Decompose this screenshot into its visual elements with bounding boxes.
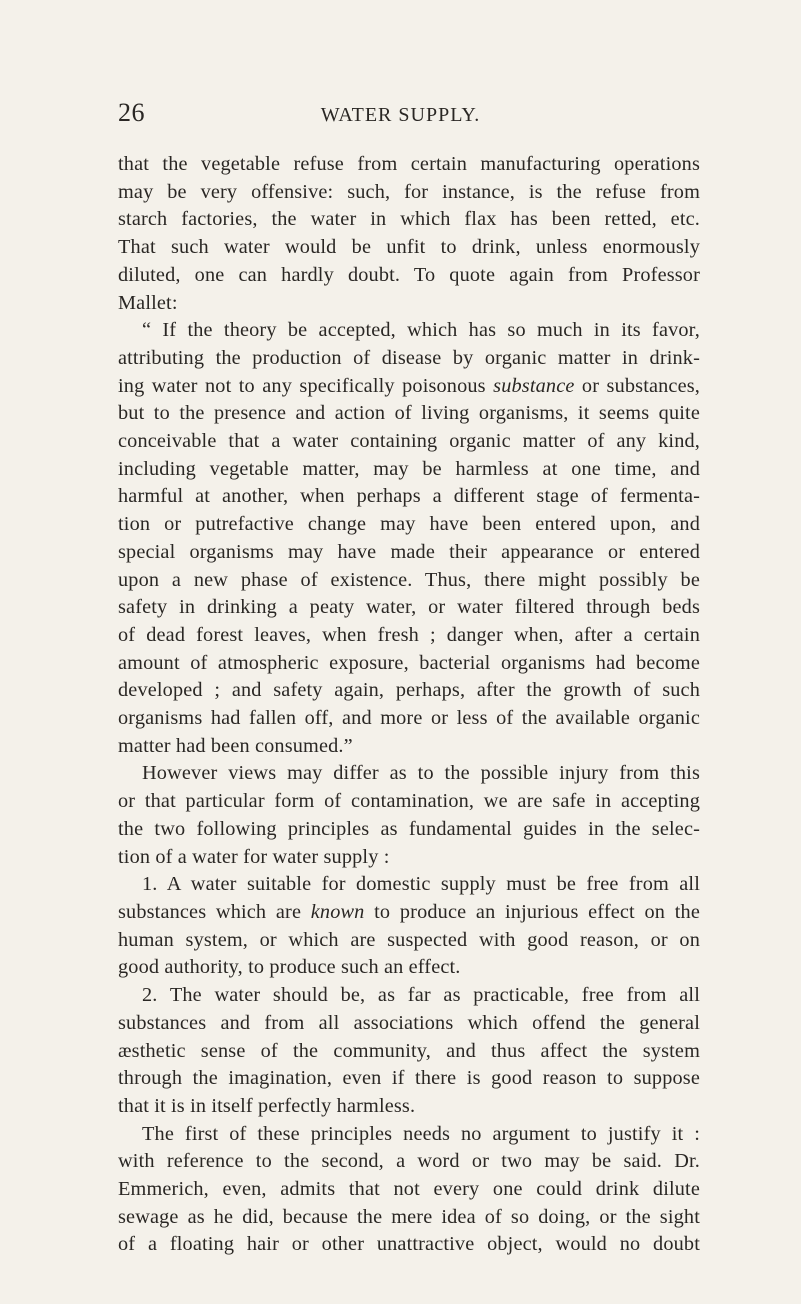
text-line: conceivable that a water containing organic matter of any kind, xyxy=(118,430,700,453)
text-line: good authority, to produce such an effect. xyxy=(118,956,461,979)
page-number: 26 xyxy=(118,98,145,127)
text-line: harmful at another, when perhaps a different stage of fermenta- xyxy=(118,485,700,508)
text-line: including vegetable matter, may be harmless at one time, and xyxy=(118,457,700,480)
text-line: 2. The water should be, as far as practicable, free from all xyxy=(142,984,700,1007)
text-line: 1. A water suitable for domestic supply must be free from all xyxy=(142,873,700,896)
text-line: “ If the theory be accepted, which has so much in its favor, xyxy=(142,319,700,342)
text-line: However views may differ as to the possible injury from this xyxy=(142,762,700,785)
text-line: through the imagination, even if there is good reason to suppose xyxy=(118,1067,700,1090)
text-line: of dead forest leaves, when fresh ; danger when, after a certain xyxy=(118,623,700,646)
text-line: diluted, one can hardly doubt. To quote again from Professor xyxy=(118,263,700,286)
text-line: Emmerich, even, admits that not every one could drink dilute xyxy=(118,1178,700,1201)
text-line: may be very offensive: such, for instance, is the refuse from xyxy=(118,180,700,203)
text-line: developed ; and safety again, perhaps, after the growth of such xyxy=(118,679,700,702)
text-line: matter had been consumed.” xyxy=(118,734,353,757)
text-line: that the vegetable refuse from certain manufacturing operations xyxy=(118,153,700,175)
text-line: that it is in itself perfectly harmless. xyxy=(118,1094,416,1117)
text-line: æsthetic sense of the community, and thus affect the system xyxy=(118,1039,700,1062)
text-line: of a floating hair or other unattractive object, would no doubt xyxy=(118,1233,700,1256)
text-line: sewage as he did, because the mere idea of so doing, or the sight xyxy=(118,1205,700,1228)
text-line: special organisms may have made their appearance or entered xyxy=(118,540,700,563)
text-line: or that particular form of contamination, we are safe in accepting xyxy=(118,790,700,813)
text-line: attributing the production of disease by organic matter in drink- xyxy=(118,346,700,369)
text-line: Mallet: xyxy=(118,291,178,314)
text-line: upon a new phase of existence. Thus, there might possibly be xyxy=(118,568,700,591)
text-line xyxy=(118,373,700,401)
text-line xyxy=(118,899,700,927)
text-line: the two following principles as fundamental guides in the selec- xyxy=(118,817,700,840)
text-line: but to the presence and action of living organisms, it seems quite xyxy=(118,402,700,425)
text-line: That such water would be unfit to drink, unless enormously xyxy=(118,236,700,259)
italic-word: known xyxy=(310,900,365,923)
text-line: safety in drinking a peaty water, or water filtered through beds xyxy=(118,596,700,619)
text-run: to produce an injurious effect on the xyxy=(364,900,700,923)
text-line: organisms had fallen off, and more or less of the available organic xyxy=(118,707,700,730)
text-run: ing water not to any specifically poisonous xyxy=(118,374,494,397)
text-line: tion or putrefactive change may have been entered upon, and xyxy=(118,513,700,536)
body-text xyxy=(118,151,700,1259)
text-line: The first of these principles needs no argument to justify it : xyxy=(142,1122,700,1145)
text-line: with reference to the second, a word or two may be said. Dr. xyxy=(118,1150,700,1173)
text-line: starch factories, the water in which flax has been retted, etc. xyxy=(118,208,700,231)
running-title: WATER SUPPLY. xyxy=(320,104,481,126)
text-run: substances which are xyxy=(118,900,311,923)
text-line: tion of a water for water supply : xyxy=(118,845,390,868)
text-line: human system, or which are suspected with good reason, or on xyxy=(118,928,700,951)
text-run: or substances, xyxy=(574,374,700,397)
text-line: substances and from all associations which offend the general xyxy=(118,1011,700,1034)
text-line: amount of atmospheric exposure, bacterial organisms had become xyxy=(118,651,700,674)
italic-word: substance xyxy=(493,374,575,397)
